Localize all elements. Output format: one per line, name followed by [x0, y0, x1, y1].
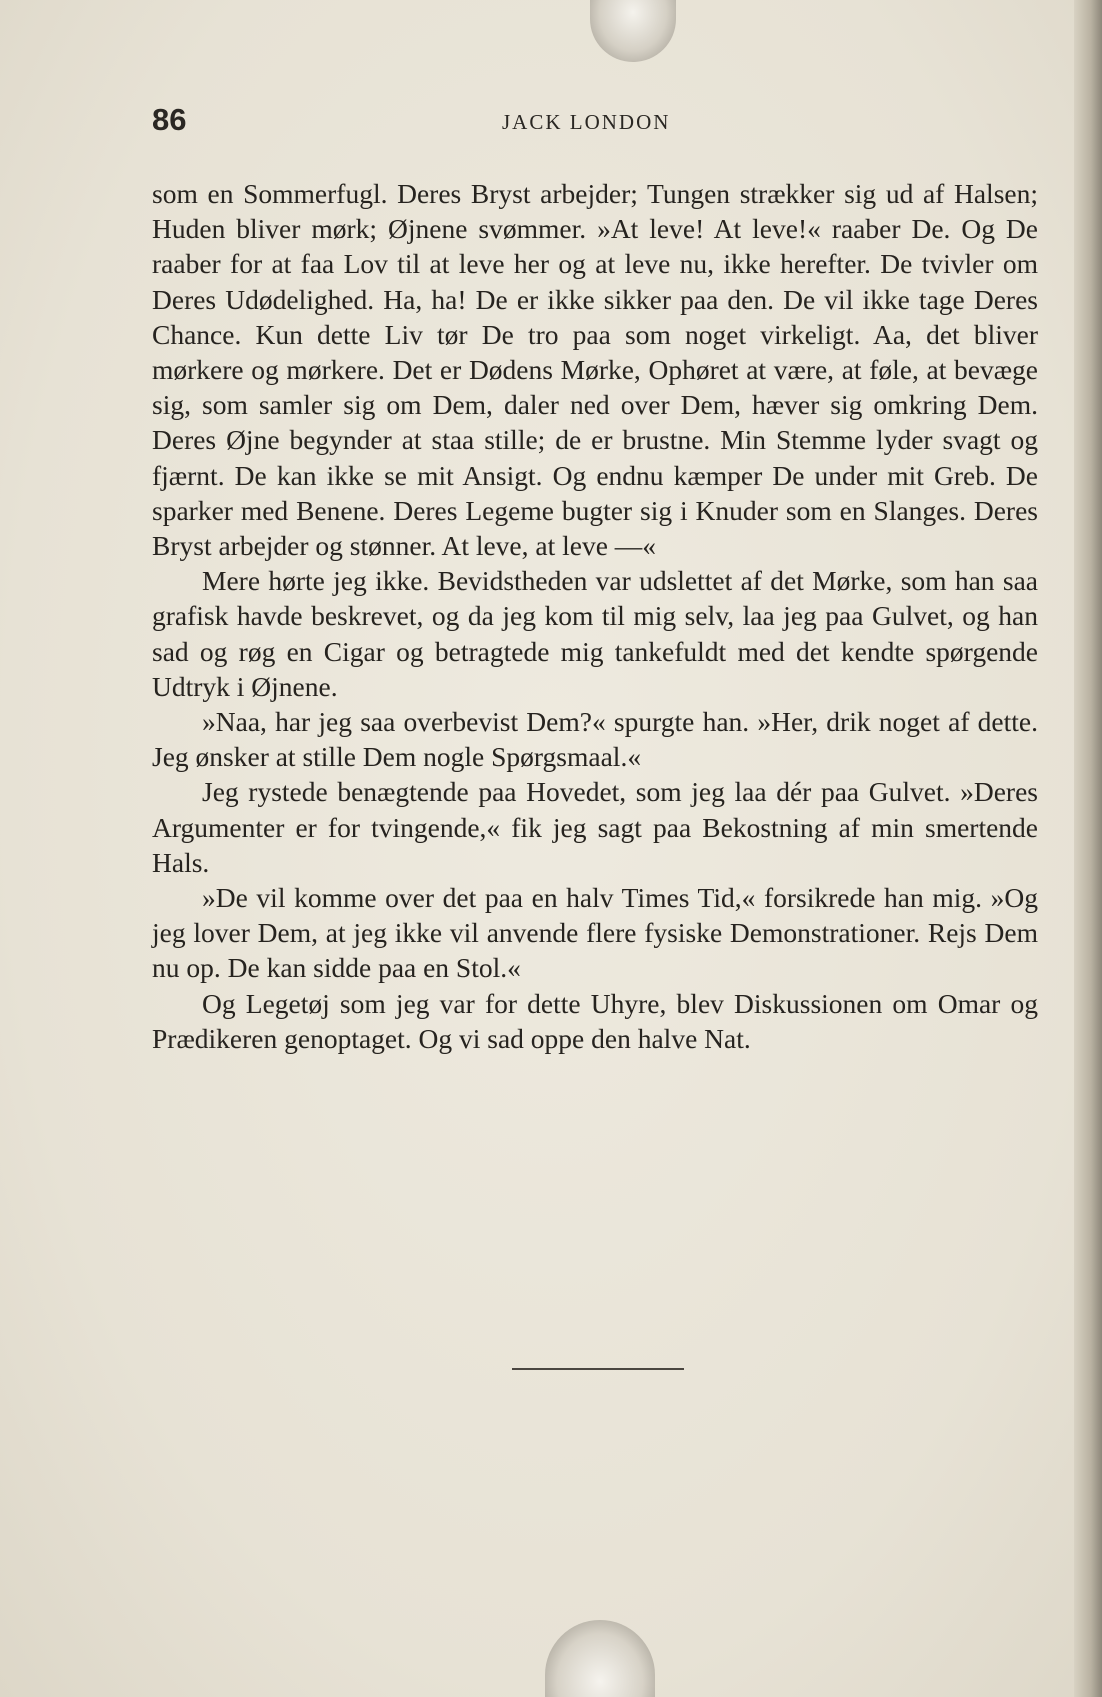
- paragraph-4: Jeg rystede benægtende paa Hovedet, som jeg laa dér paa Gulvet. »Deres Argumenter er for tvingende,« fik jeg sagt paa Bekostning af min smertende Hals.: [152, 776, 1038, 878]
- paragraph-1: som en Sommerfugl. Deres Bryst arbejder; Tungen strækker sig ud af Halsen; Huden bliver mørk; Øjnene svømmer. »At leve! At leve!« raaber De. Og De raaber for at faa Lov til at leve her og at leve nu, ikke herefter. De tvivler om Deres Udødelighed. Ha, ha! De er ikke sikker paa den. De vil ikke tage Deres Chance. Kun dette Liv tør De tro paa som noget virkeligt. Aa, det bliver mørkere og mørkere. Det er Dødens Mørke, Ophøret at være, at føle, at bevæge sig, som samler sig om Dem, daler ned over Dem, hæver sig omkring Dem. Deres Øjne begynder at staa stille; de er brustne. Min Stemme lyder svagt og fjærnt. De kan ikke se mit Ansigt. Og endnu kæmper De under mit Greb. De sparker med Benene. Deres Legeme bugter sig i Knuder som en Slanges. Deres Bryst arbejder og stønner. At leve, at leve —«: [152, 178, 1038, 562]
- paragraph-2: Mere hørte jeg ikke. Bevidstheden var udslettet af det Mørke, som han saa grafisk havde beskrevet, og da jeg kom til mig selv, laa jeg paa Gulvet, og han sad og røg en Cigar og betragtede mig tankefuldt med det kendte spørgende Udtryk i Øjnene.: [152, 565, 1038, 702]
- binding-hole-bottom: [545, 1620, 655, 1697]
- page-header: [152, 102, 1038, 142]
- paragraph-6: Og Legetøj som jeg var for dette Uhyre, blev Diskussionen om Omar og Prædikeren genoptaget. Og vi sad oppe den halve Nat.: [152, 987, 1038, 1054]
- paragraph-3: »Naa, har jeg saa overbevist Dem?« spurgte han. »Her, drik noget af dette. Jeg ønsker at stille Dem nogle Spørgsmaal.«: [152, 706, 1038, 773]
- binding-hole-top: [590, 0, 676, 62]
- chapter-end-rule: [512, 1368, 684, 1370]
- page-number: 86: [152, 102, 187, 137]
- body-text: [152, 176, 1038, 1056]
- page-edge-shadow: [1074, 0, 1102, 1697]
- running-head: JACK LONDON: [502, 110, 671, 134]
- paragraph-5: »De vil komme over det paa en halv Times Tid,« forsikrede han mig. »Og jeg lover Dem, at jeg ikke vil anvende flere fysiske Demonstrationer. Rejs Dem nu op. De kan sidde paa en Stol.«: [152, 882, 1038, 984]
